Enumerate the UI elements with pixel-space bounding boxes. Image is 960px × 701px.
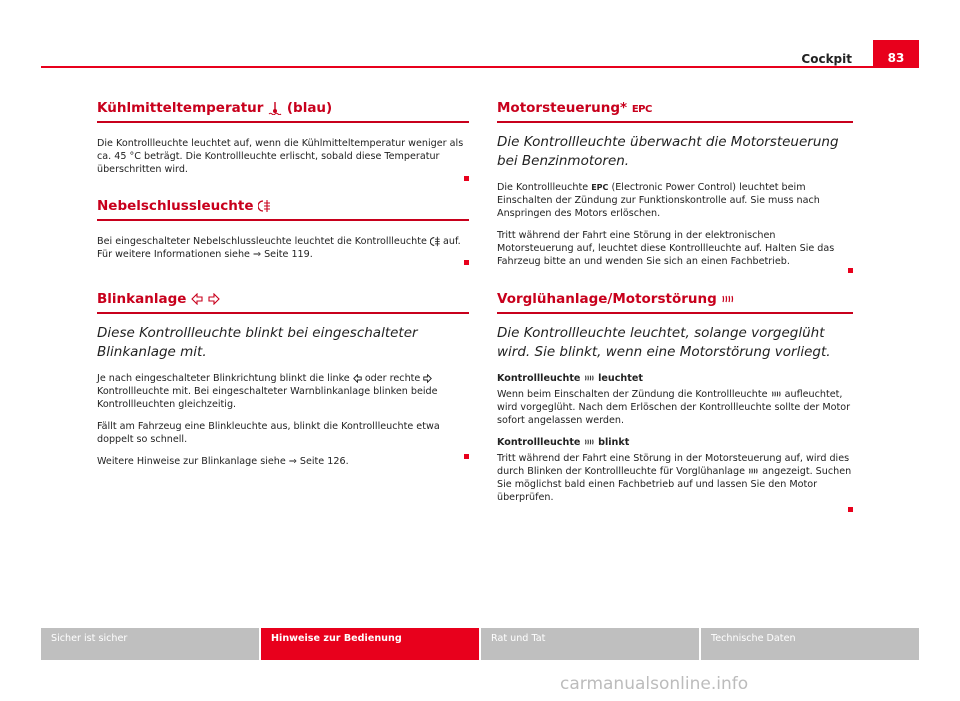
footer-nav [41,628,919,660]
epc-paragraph-1: Die Kontrollleuchte EPC (Electronic Power Control) leuchtet beim Einschalten der Zündung zur Funktionskontrolle auf. Sie muss nach Anspringen des Motors erlöschen. [497,182,820,219]
glow-plug-icon [771,390,782,398]
coolant-heading: Kühlmitteltemperatur (blau) [97,100,469,123]
right-column [497,100,853,513]
turn-paragraph-3: Weitere Hinweise zur Blinkanlage siehe ⇒ Seite 126. [97,456,349,467]
footer-tab-operation[interactable]: Hinweise zur Bedienung [261,628,481,660]
section-glow [497,291,853,504]
epc-paragraph-2: Tritt während der Fahrt eine Störung in der elektronischen Motorsteuerung auf, leuchtet diese Kontrollleuchte auf. Halten Sie das Fahrzeug bitte an und wenden Sie sich an einen Fachbetrieb. [497,230,835,267]
thermometer-icon [268,101,282,115]
glow-paragraph-1: Wenn beim Einschalten der Zündung die Kontrollleuchte aufleuchtet, wird vorgeglüht. Nach dem Erlöschen der Kontrollleuchte sollte der Motor sofort angelassen werden. [497,389,851,426]
end-mark [464,454,469,459]
section-title: Cockpit [801,52,852,66]
turn-lead: Diese Kontrollleuchte blinkt bei eingeschalteter Blinkanlage mit. [97,325,418,360]
glow-subheading-lit: Kontrollleuchte leuchtet [497,373,643,384]
section-fog [97,198,469,261]
glow-paragraph-2: Tritt während der Fahrt eine Störung in der Motorsteuerung auf, wird dies durch Blinken der Kontrollleuchte für Vorglühanlage angezeigt. Suchen Sie möglichst bald einen Fachbetrieb auf und lassen Sie den Motor überprüfen. [497,453,852,503]
glow-subheading-blink: Kontrollleuchte blinkt [497,437,630,448]
rear-fog-light-icon [258,199,270,213]
coolant-text: Die Kontrollleuchte leuchtet auf, wenn die Kühlmitteltemperatur weniger als ca. 45 °C beträgt. Die Kontrollleuchte erlischt, sobald diese Temperatur überschritten wird. [97,138,464,175]
header-rule [41,66,919,68]
end-mark [848,507,853,512]
end-mark [848,268,853,273]
footer-tab-technical[interactable]: Technische Daten [701,628,919,660]
epc-icon: EPC [631,104,652,115]
turn-left-icon [353,374,362,383]
footer-tab-advice[interactable]: Rat und Tat [481,628,701,660]
fog-heading: Nebelschlussleuchte [97,198,469,221]
glow-plug-icon [584,438,595,446]
watermark: carmanualsonline.info [560,674,749,694]
footer-tab-safety[interactable]: Sicher ist sicher [41,628,261,660]
epc-icon: EPC [591,183,609,192]
section-coolant [97,100,469,176]
rear-fog-light-icon [430,236,440,247]
page-number: 83 [873,40,919,68]
turn-right-icon [423,374,432,383]
glow-plug-icon [748,467,759,475]
section-epc [497,100,853,268]
section-turn [97,291,469,468]
turn-heading: Blinkanlage [97,291,469,314]
end-mark [464,176,469,181]
glow-heading: Vorglühanlage/Motorstörung [497,291,853,314]
glow-lead: Die Kontrollleuchte leuchtet, solange vorgeglüht wird. Sie blinkt, wenn eine Motorstörung vorliegt. [497,325,831,360]
turn-right-icon [208,293,220,305]
turn-paragraph-2: Fällt am Fahrzeug eine Blinkleuchte aus, blinkt die Kontrollleuchte etwa doppelt so schnell. [97,421,440,445]
epc-lead: Die Kontrollleuchte überwacht die Motorsteuerung bei Benzinmotoren. [497,134,839,169]
turn-paragraph-1: Je nach eingeschalteter Blinkrichtung blinkt die linke oder rechte Kontrollleuchte mit. Bei eingeschalteter Warnblinkanlage blinken beide Kontrollleuchten gleichzeitig. [97,373,438,410]
glow-plug-icon [584,374,595,382]
epc-heading: Motorsteuerung* EPC [497,100,853,123]
glow-plug-icon [721,294,735,304]
left-column [97,100,469,477]
turn-left-icon [191,293,203,305]
end-mark [464,260,469,265]
fog-text: Bei eingeschalteter Nebelschlussleuchte leuchtet die Kontrollleuchte auf. Für weitere Informationen siehe ⇒ Seite 119. [97,236,461,260]
